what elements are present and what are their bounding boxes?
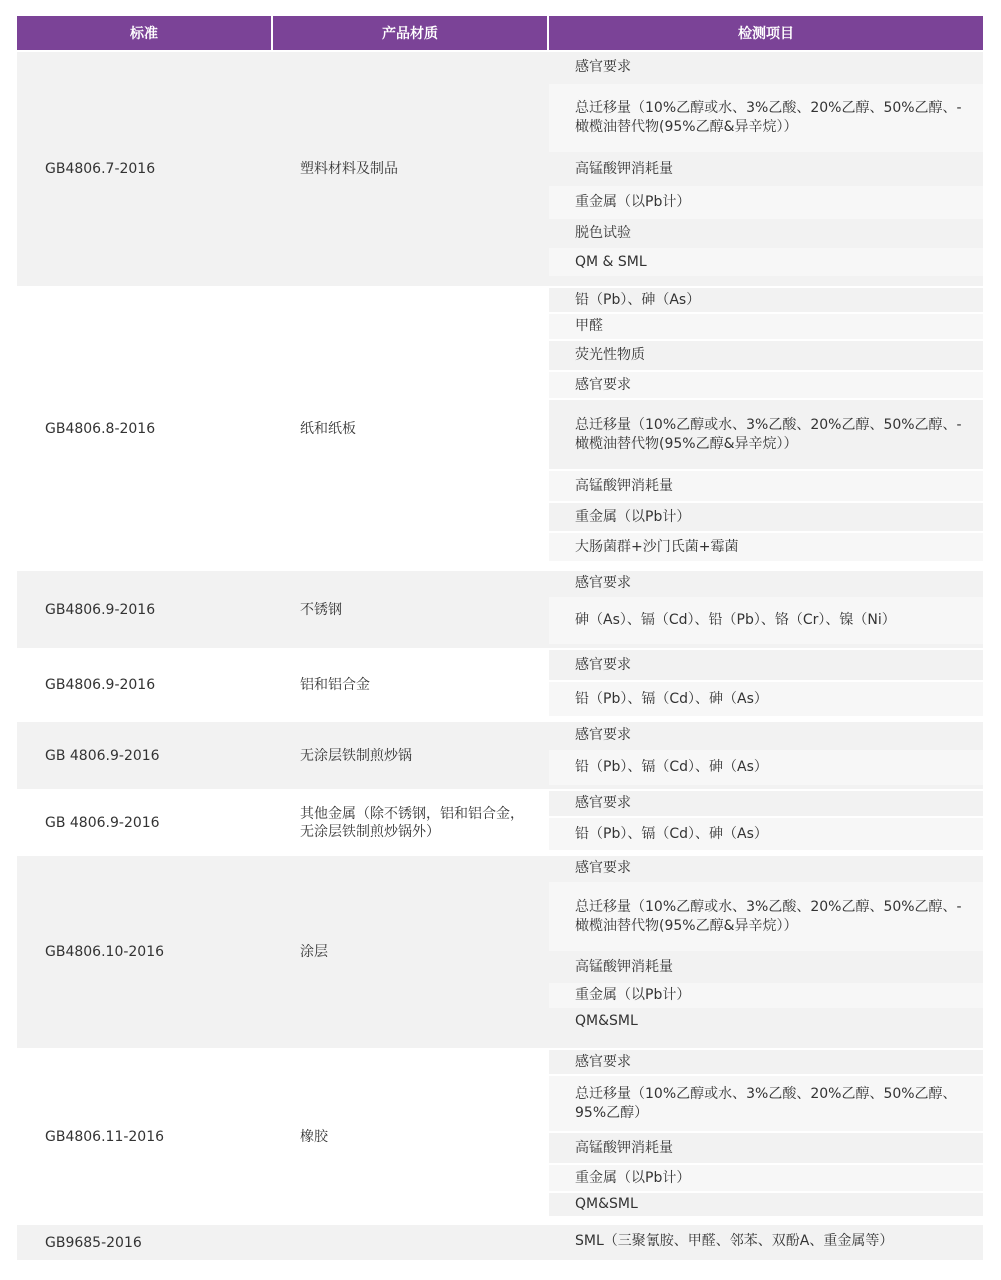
- table-row: [17, 1225, 983, 1260]
- test-item: 感官要求: [549, 791, 983, 816]
- test-items-cell: [549, 288, 983, 569]
- test-item: 铅（Pb）、镉（Cd）、砷（As）: [549, 682, 983, 716]
- material-cell: 其他金属（除不锈钢，铝和铝合金，无涂层铁制煎炒锅外）: [300, 805, 524, 840]
- test-item: 高锰酸钾消耗量: [549, 471, 983, 501]
- test-item: 总迁移量（10%乙醇或水、3%乙酸、20%乙醇、50%乙醇、-橄榄油替代物(95%乙醇&异辛烷））: [549, 882, 983, 951]
- test-items-cell: [549, 1050, 983, 1223]
- test-item: 总迁移量（10%乙醇或水、3%乙酸、20%乙醇、50%乙醇、-橄榄油替代物(95%乙醇&异辛烷））: [549, 400, 983, 469]
- material-cell: 塑料材料及制品: [300, 161, 398, 177]
- test-items-cell: [549, 650, 983, 720]
- test-item: 感官要求: [549, 1050, 983, 1074]
- test-item: 脱色试验: [549, 221, 983, 246]
- table-row: [17, 722, 983, 789]
- test-item: 高锰酸钾消耗量: [549, 154, 983, 184]
- test-item: 重金属（以Pb计）: [549, 503, 983, 531]
- standard-cell: GB4806.9-2016: [45, 677, 156, 693]
- header-material: 产品材质: [273, 16, 547, 50]
- test-item: 重金属（以Pb计）: [549, 1165, 983, 1191]
- test-item: SML（三聚氰胺、甲醛、邻苯、双酚A、重金属等）: [549, 1225, 983, 1258]
- test-item: 感官要求: [549, 372, 983, 398]
- table-row: [17, 791, 983, 854]
- test-item: 感官要求: [549, 571, 983, 595]
- test-item: QM&SML: [549, 1193, 983, 1216]
- test-item: 感官要求: [549, 52, 983, 82]
- standard-cell: GB9685-2016: [45, 1234, 142, 1251]
- test-item: 感官要求: [549, 856, 983, 880]
- table-row: [17, 1050, 983, 1223]
- table-row: [17, 650, 983, 720]
- test-item: 高锰酸钾消耗量: [549, 953, 983, 981]
- test-item: 重金属（以Pb计）: [549, 983, 983, 1008]
- standard-cell: GB4806.8-2016: [45, 420, 156, 437]
- header-standard: 标准: [17, 16, 271, 50]
- header-test-items: 检测项目: [549, 16, 983, 50]
- test-items-cell: [549, 791, 983, 854]
- test-item: QM & SML: [549, 248, 983, 276]
- table-row: [17, 571, 983, 648]
- material-cell: 涂层: [300, 944, 328, 960]
- test-item: 砷（As）、镉（Cd）、铅（Pb）、铬（Cr）、镍（Ni）: [549, 597, 983, 644]
- standard-cell: GB4806.9-2016: [45, 601, 156, 618]
- test-item: 总迁移量（10%乙醇或水、3%乙酸、20%乙醇、50%乙醇、-橄榄油替代物(95%乙醇&异辛烷））: [549, 84, 983, 152]
- material-cell: 无涂层铁制煎炒锅: [300, 747, 412, 764]
- test-item: 铅（Pb）、砷（As）: [549, 288, 983, 312]
- test-item: 荧光性物质: [549, 341, 983, 370]
- test-item: 铅（Pb）、镉（Cd）、砷（As）: [549, 818, 983, 850]
- material-cell: 纸和纸板: [300, 420, 356, 437]
- test-item: 高锰酸钾消耗量: [549, 1133, 983, 1163]
- standard-cell: GB4806.7-2016: [45, 161, 156, 177]
- test-item: 感官要求: [549, 650, 983, 680]
- material-cell: 不锈钢: [300, 601, 342, 618]
- test-item: 大肠菌群+沙门氏菌+霉菌: [549, 533, 983, 561]
- table-row: [17, 52, 983, 286]
- test-items-cell: [549, 722, 983, 789]
- test-item: 甲醛: [549, 314, 983, 339]
- test-items-cell: [549, 1225, 983, 1260]
- test-item: 重金属（以Pb计）: [549, 186, 983, 219]
- test-items-cell: [549, 856, 983, 1048]
- test-items-cell: [549, 571, 983, 648]
- table-row: [17, 856, 983, 1048]
- material-cell: 铝和铝合金: [300, 677, 370, 693]
- test-item: 感官要求: [549, 722, 983, 748]
- standard-cell: GB4806.11-2016: [45, 1128, 165, 1145]
- table-header: [17, 16, 983, 50]
- test-item: QM&SML: [549, 1010, 983, 1032]
- material-cell: [273, 1225, 547, 1260]
- material-cell: 橡胶: [300, 1128, 328, 1145]
- table-row: [17, 288, 983, 569]
- test-item: 铅（Pb）、镉（Cd）、砷（As）: [549, 750, 983, 785]
- standard-cell: GB 4806.9-2016: [45, 747, 160, 764]
- test-item: 总迁移量（10%乙醇或水、3%乙酸、20%乙醇、50%乙醇、95%乙醇）: [549, 1076, 983, 1131]
- test-items-cell: [549, 52, 983, 286]
- standard-cell: GB4806.10-2016: [45, 944, 165, 960]
- standard-cell: GB 4806.9-2016: [45, 814, 160, 831]
